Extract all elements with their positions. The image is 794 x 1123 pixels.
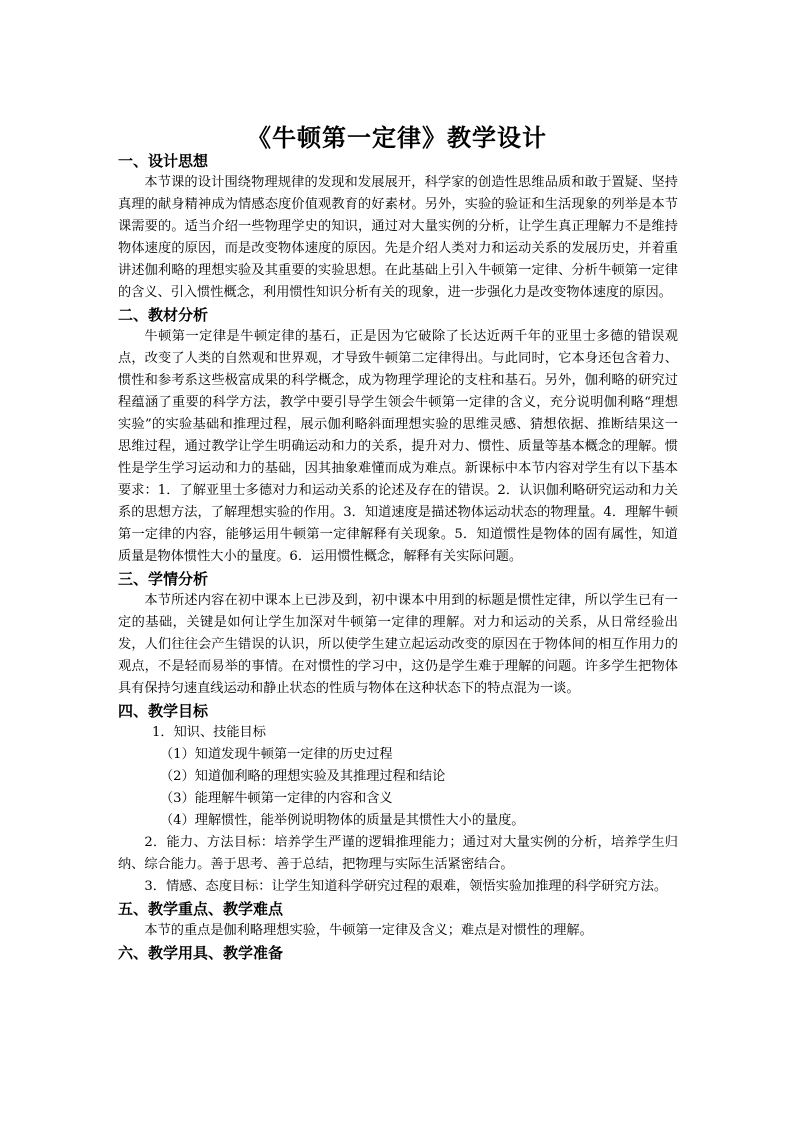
goal-item: （4）理解惯性，能举例说明物体的质量是其惯性大小的量度。 [160, 813, 525, 828]
goal-item: （1）知道发现牛顿第一定律的历史过程 [160, 747, 393, 762]
paragraph-key-difficult-points: 本节的重点是伽利略理想实验，牛顿第一定律及含义；难点是对惯性的理解。 [144, 923, 593, 938]
section-heading-teaching-goals: 四、教学目标 [118, 702, 209, 720]
paragraph-student-analysis: 本节所述内容在初中课本上已涉及到，初中课本中用到的标题是惯性定律，所以学生已有一定的基础，关键是如何让学生加深对牛顿第一定律的理解。对力和运动的关系，从日常经验出发，人们往往会产生错误的认识，所以使学生建立起运动改变的原因在于物体间的相互作用力的观点，不是轻而易举的事情。在对惯性的学习中，这仍是学生难于理解的问题。许多学生把物体具有保持匀速直线运动和静止状态的性质与物体在这种状态下的特点混为一谈。 [118, 593, 678, 696]
section-heading-textbook-analysis: 二、教材分析 [118, 306, 209, 324]
goal-item: （3）能理解牛顿第一定律的内容和含义 [160, 791, 393, 806]
paragraph-design-idea: 本节课的设计围绕物理规律的发现和发展展开，科学家的创造性思维品质和敢于置疑、坚持真理的献身精神成为情感态度价值观教育的好素材。另外，实验的验证和生活现象的列举是本节课需要的。适当介绍一些物理学史的知识，通过对大量实例的分析，让学生真正理解力不是维持物体速度的原因，而是改变物体速度的原因。先是介绍人类对力和运动关系的发展历史，并着重讲述伽利略的理想实验及其重要的实验思想。在此基础上引入牛顿第一定律、分析牛顿第一定律的含义、引入惯性概念，利用惯性知识分析有关的现象，进一步强化力是改变物体速度的原因。 [118, 175, 678, 300]
goal-knowledge-skills: 1．知识、技能目标 [152, 725, 266, 740]
goal-item: （2）知道伽利略的理想实验及其推理过程和结论 [160, 769, 446, 784]
paragraph-textbook-analysis: 牛顿第一定律是牛顿定律的基石，正是因为它破除了长达近两千年的亚里士多德的错误观点，改变了人类的自然观和世界观，才导致牛顿第二定律得出。与此同时，它本身还包含着力、惯性和参考系这些极富成果的科学概念，成为物理学理论的支柱和基石。另外，伽利略的研究过程蕴涵了重要的科学方法，教学中要引导学生领会牛顿第一定律的含义，充分说明伽利略“理想实验”的实验基础和推理过程，展示伽利略斜面理想实验的思维灵感、猜想依据、推断结果这一思维过程，通过教学让学生明确运动和力的关系，提升对力、惯性、质量等基本概念的理解。惯性是学生学习运动和力的基础，因其抽象难懂而成为难点。新课标中本节内容对学生有以下基本要求：1．了解亚里士多德对力和运动关系的论述及存在的错误。2．认识伽利略研究运动和力关系的思想方法，了解理想实验的作用。3．知道速度是描述物体运动状态的物理量。4．理解牛顿第一定律的内容，能够运用牛顿第一定律解释有关现象。5．知道惯性是物体的固有属性，知道质量是物体惯性大小的量度。6．运用惯性概念，解释有关实际问题。 [118, 329, 678, 564]
section-heading-student-analysis: 三、学情分析 [118, 570, 209, 588]
section-heading-teaching-tools: 六、教学用具、教学准备 [118, 944, 284, 962]
section-heading-design-idea: 一、设计思想 [118, 152, 209, 170]
document-title: 《牛顿第一定律》教学设计 [247, 123, 547, 152]
document-body [118, 150, 678, 964]
goal-ability-method: 2．能力、方法目标：培养学生严谨的逻辑推理能力；通过对大量实例的分析，培养学生归纳、综合能力。善于思考、善于总结，把物理与实际生活紧密结合。 [118, 835, 678, 872]
section-heading-key-difficult-points: 五、教学重点、教学难点 [118, 900, 284, 918]
goal-emotion-attitude: 3．情感、态度目标：让学生知道科学研究过程的艰难，领悟实验加推理的科学研究方法。 [144, 879, 668, 894]
